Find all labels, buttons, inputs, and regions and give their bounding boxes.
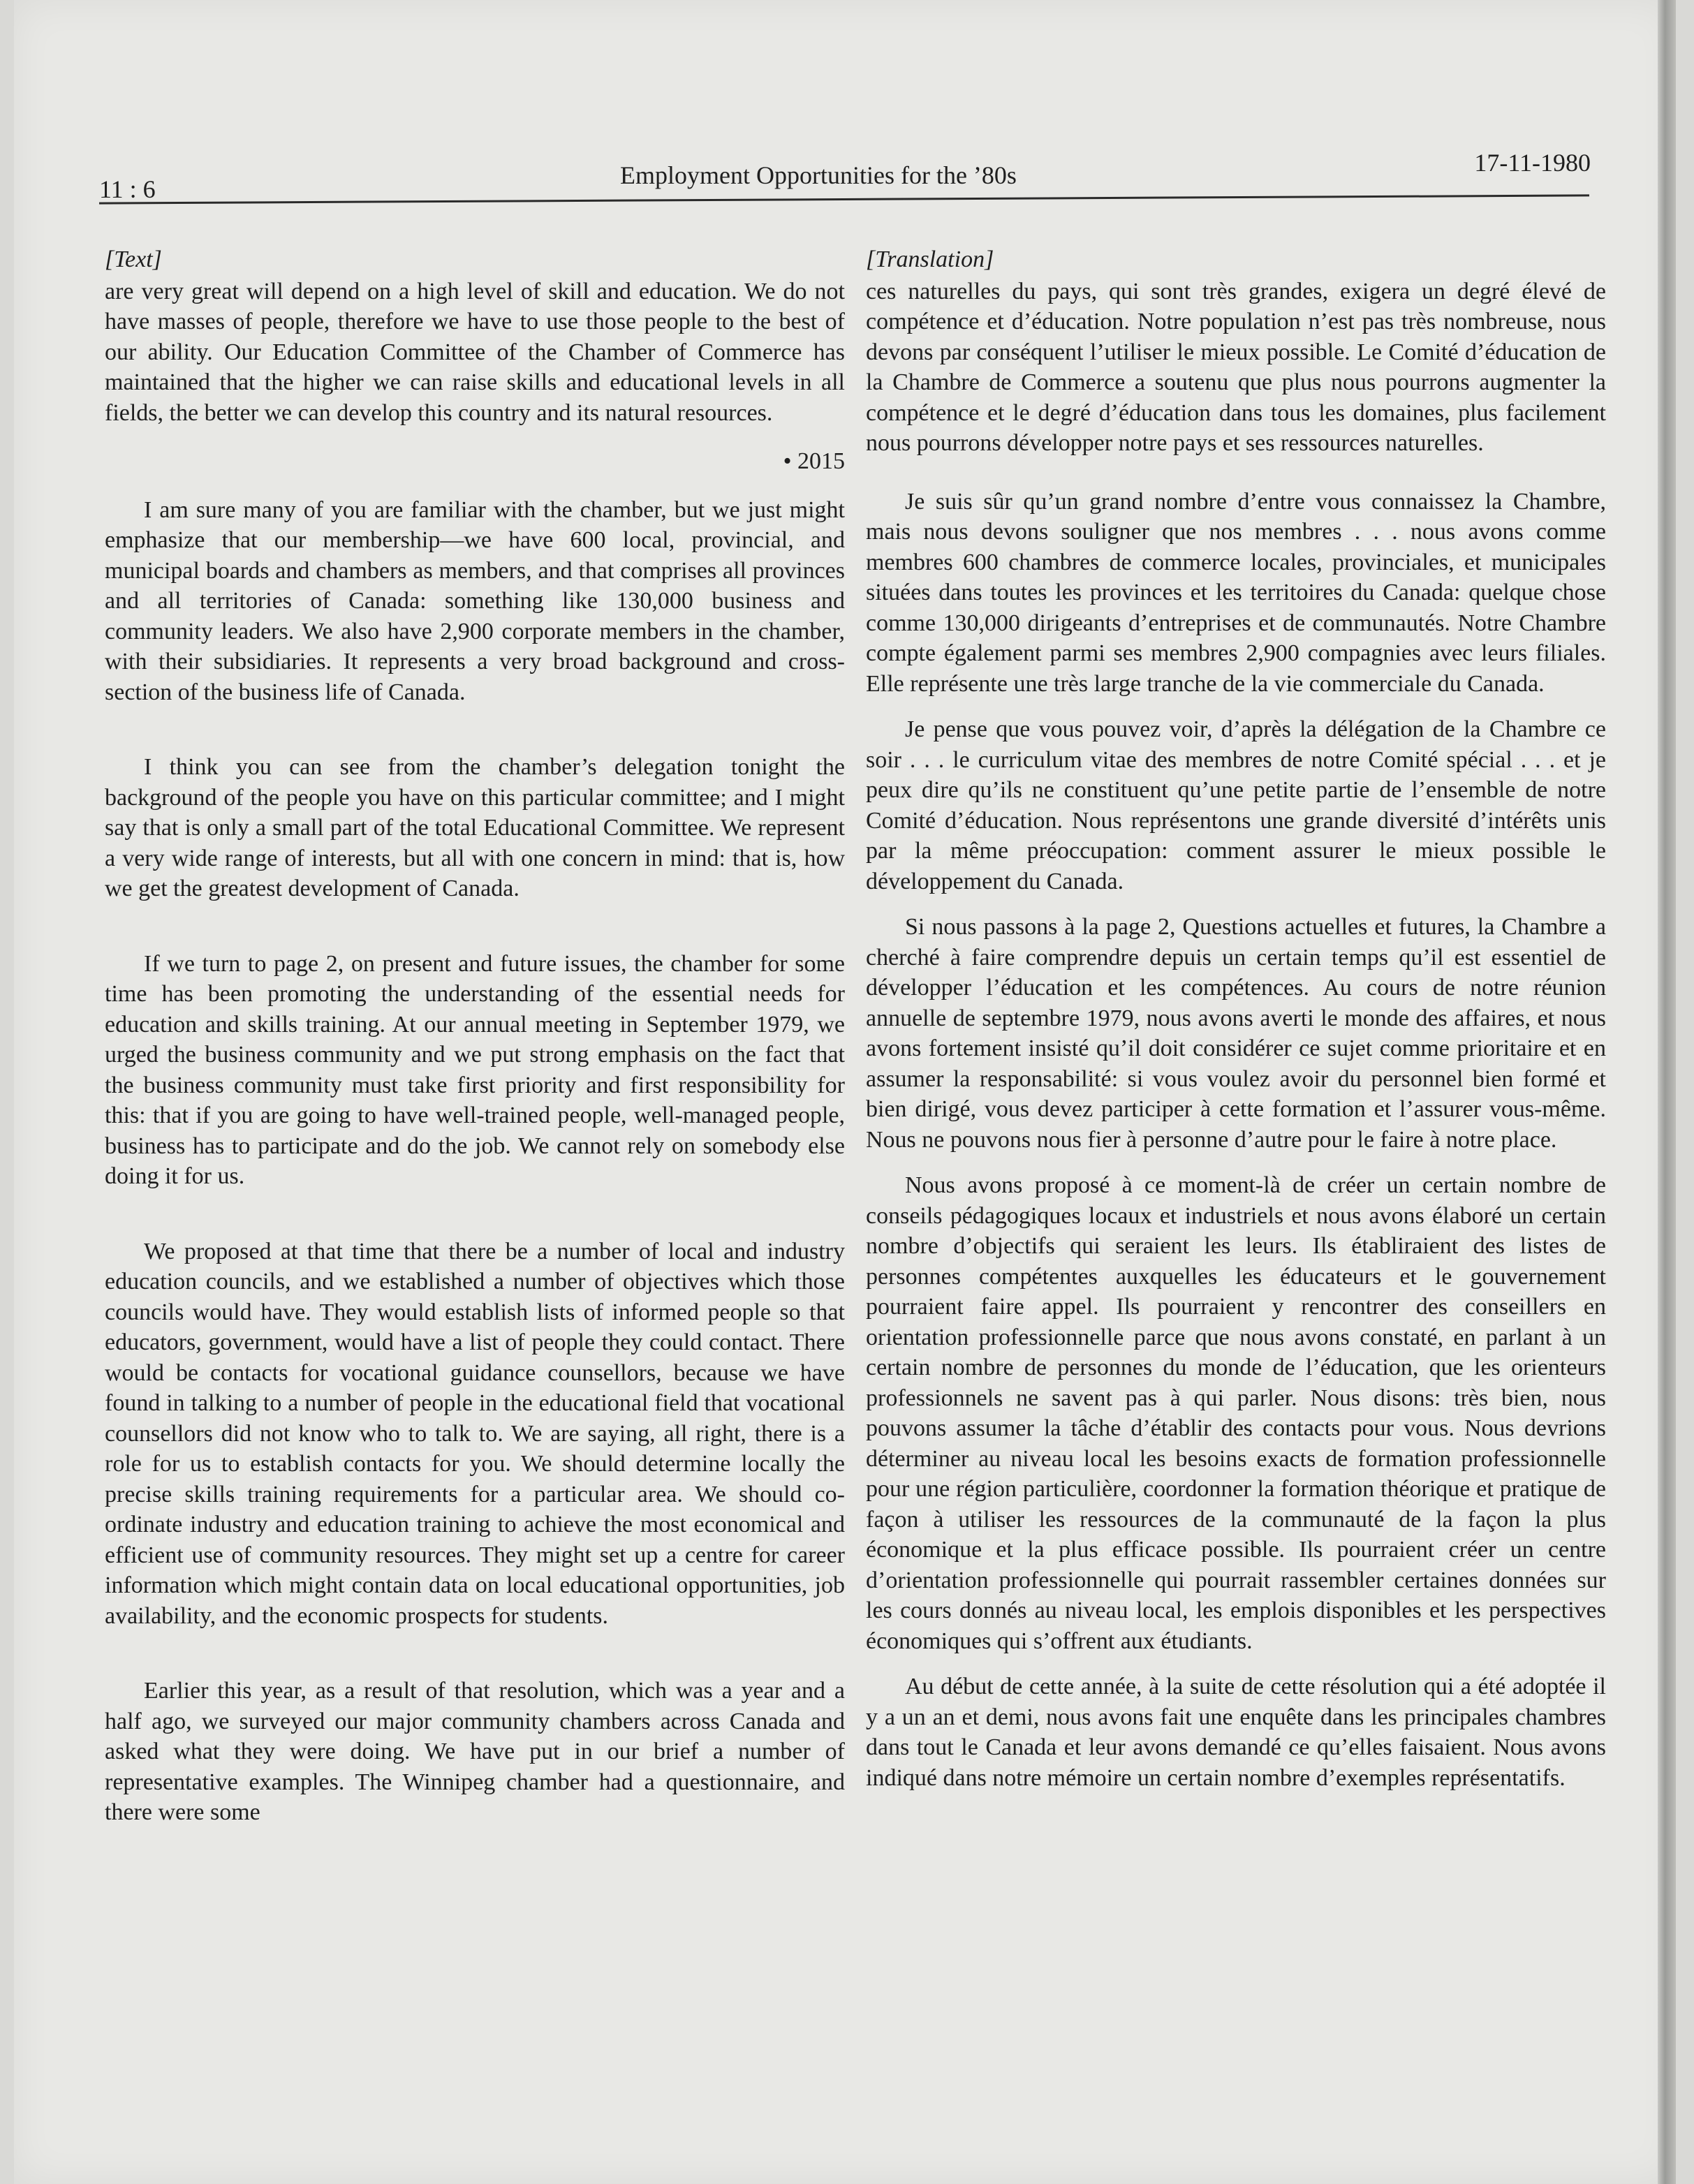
text-label: [Text] [105, 246, 162, 272]
english-paragraph-1: are very great will depend on a high level of skill and education. We do not have masses of people, therefore we have to use those people to the best of our ability. Our Education Committee of the Chamber of Commerce has maintained that the higher we can raise skills and educational levels in all fields, the better we can develop this country and its natural resources. [105, 278, 845, 426]
english-column [105, 244, 845, 1828]
english-paragraph-6: Earlier this year, as a result of that resolution, which was a year and a half ago, we surveyed our major community chambers across Canada and asked what they were doing. We have put in our brief a number of representative examples. The Winnipeg chamber had a questionnaire, and there were some [105, 1678, 845, 1825]
french-column [866, 244, 1606, 1793]
french-paragraph-1: ces naturelles du pays, qui sont très grandes, exigera un degré élevé de compétence et d’éducation. Notre population n’est pas très nombreuse, nous devons par conséquent l’utiliser le mieux possible. Le Comité d’éducation de la Chambre de Commerce a soutenu que plus nous pourrons augmenter la compétence et le degré d’éducation dans tous les domaines, plus facilement nous pourrons développer notre pays et ses ressources naturelles. [866, 278, 1606, 456]
page-header [96, 140, 1591, 203]
french-paragraph-2: Je suis sûr qu’un grand nombre d’entre vous connaissez la Chambre, mais nous devons souligner que nos membres . . . nous avons comme membres 600 chambres de commerce locales, provinciales, et municipales situées dans toutes les provinces et les territoires du Canada: quelque chose comme 130,000 dirigeants d’entreprises et de communautés. Notre Chambre compte également parmi ses membres 2,900 compagnies avec leurs filiales. Elle représente une très large tranche de la vie commerciale du Canada. [866, 488, 1606, 697]
french-paragraph-4: Si nous passons à la page 2, Questions actuelles et futures, la Chambre a cherché à faire comprendre depuis un certain temps qu’il est essentiel de développer l’éducation et les compétences. Au cours de notre réunion annuelle de septembre 1979, nous avons averti le monde des affaires, et nous avons fortement insisté qu’il doit considérer ce sujet comme prioritaire et en assumer la responsabilité: si vous voulez avoir du personnel bien formé et bien dirigé, vous devez participer à cette formation et l’assurer vous-même. Nous ne pouvons nous fier à personne d’autre pour le faire à notre place. [866, 914, 1606, 1153]
page-folio: 11 : 6 [99, 175, 156, 203]
document-page [14, 0, 1676, 2184]
time-marker: • 2015 [783, 448, 845, 474]
french-paragraph-6: Au début de cette année, à la suite de cette résolution qui a été adoptée il y a un an et demi, nous avons fait une enquête dans les principales chambres dans tout le Canada et leur avons demandé ce qu’elles faisaient. Nous avons indiqué dans notre mémoire un certain nombre d’exemples représentatifs. [866, 1674, 1606, 1791]
english-paragraph-3: I think you can see from the chamber’s delegation tonight the background of the people you have on this particular committee; and I might say that is only a small part of the total Educational Committee. We represent a very wide range of interests, but all with one concern in mind: that is, how we get the greatest development of Canada. [105, 754, 845, 901]
running-title: Employment Opportunities for the ’80s [620, 161, 1017, 189]
translation-label: [Translation] [866, 246, 994, 272]
french-paragraph-5: Nous avons proposé à ce moment-là de créer un certain nombre de conseils pédagogiques locaux et industriels et nous avons élaboré un certain nombre d’objectifs qui seraient les leurs. Ils établiraient des listes de personnes compétentes auxquelles les éducateurs et le gouvernement pourraient faire appel. Ils pourraient y rencontrer des conseillers en orientation professionnelle parce que nous avons constaté, en parlant à un certain nombre de personnes du monde de l’éducation, que les orienteurs professionnels ne savent pas à qui parler. Nous disons: très bien, nous pouvons assumer la tâche d’établir des contacts pour vous. Nous devrions déterminer au niveau local les besoins exacts de formation professionnelle pour une région particulière, coordonner la formation théorique et pratique de façon à utiliser les ressources de la communauté de la façon la plus économique et la plus efficace possible. Ils pourraient créer un centre d’orientation professionnelle qui pourrait rassembler certaines données sur les cours donnés au niveau local, les emplois disponibles et les perspectives économiques qui s’offrent aux étudiants. [866, 1172, 1606, 1654]
header-date: 17-11-1980 [1474, 149, 1591, 177]
english-paragraph-5: We proposed at that time that there be a number of local and industry education councils, and we established a number of objectives which those councils would have. They would establish lists of informed people so that educators, government, would have a list of people they could contact. There would be contacts for vocational guidance counsellors, because we have found in talking to a number of people in the educational field that vocational counsellors did not know who to talk to. We are saying, all right, there is a role for us to establish contacts for you. We should determine locally the precise skills training requirements for a particular area. We should co-ordinate industry and education training to achieve the most economical and efficient use of community resources. They might set up a centre for career information which might contain data on local educational opportunities, job availability, and the economic prospects for students. [105, 1238, 845, 1629]
english-paragraph-2: I am sure many of you are familiar with the chamber, but we just might emphasize that our membership—we have 600 local, provincial, and municipal boards and chambers as members, and that comprises all provinces and all territories of Canada: something like 130,000 business and community leaders. We also have 2,900 corporate members in the chamber, with their subsidiaries. It represents a very broad background and cross-section of the business life of Canada. [105, 496, 845, 705]
french-paragraph-3: Je pense que vous pouvez voir, d’après la délégation de la Chambre ce soir . . . le curriculum vitae des membres de notre Comité spécial . . . et je peux dire qu’ils ne constituent qu’une petite partie de l’ensemble de notre Comité d’éducation. Nous représentons une grande diversité d’intérêts unis par la même préoccupation: comment assurer le mieux possible le développement du Canada. [866, 716, 1606, 894]
english-paragraph-4: If we turn to page 2, on present and future issues, the chamber for some time has been promoting the understanding of the essential needs for education and skills training. At our annual meeting in September 1979, we urged the business community and we put strong emphasis on the fact that the business community must take first priority and first responsibility for this: that if you are going to have well-trained people, well-managed people, business has to participate and do the job. We cannot rely on somebody else doing it for us. [105, 950, 845, 1189]
page-edge [1658, 0, 1676, 2184]
